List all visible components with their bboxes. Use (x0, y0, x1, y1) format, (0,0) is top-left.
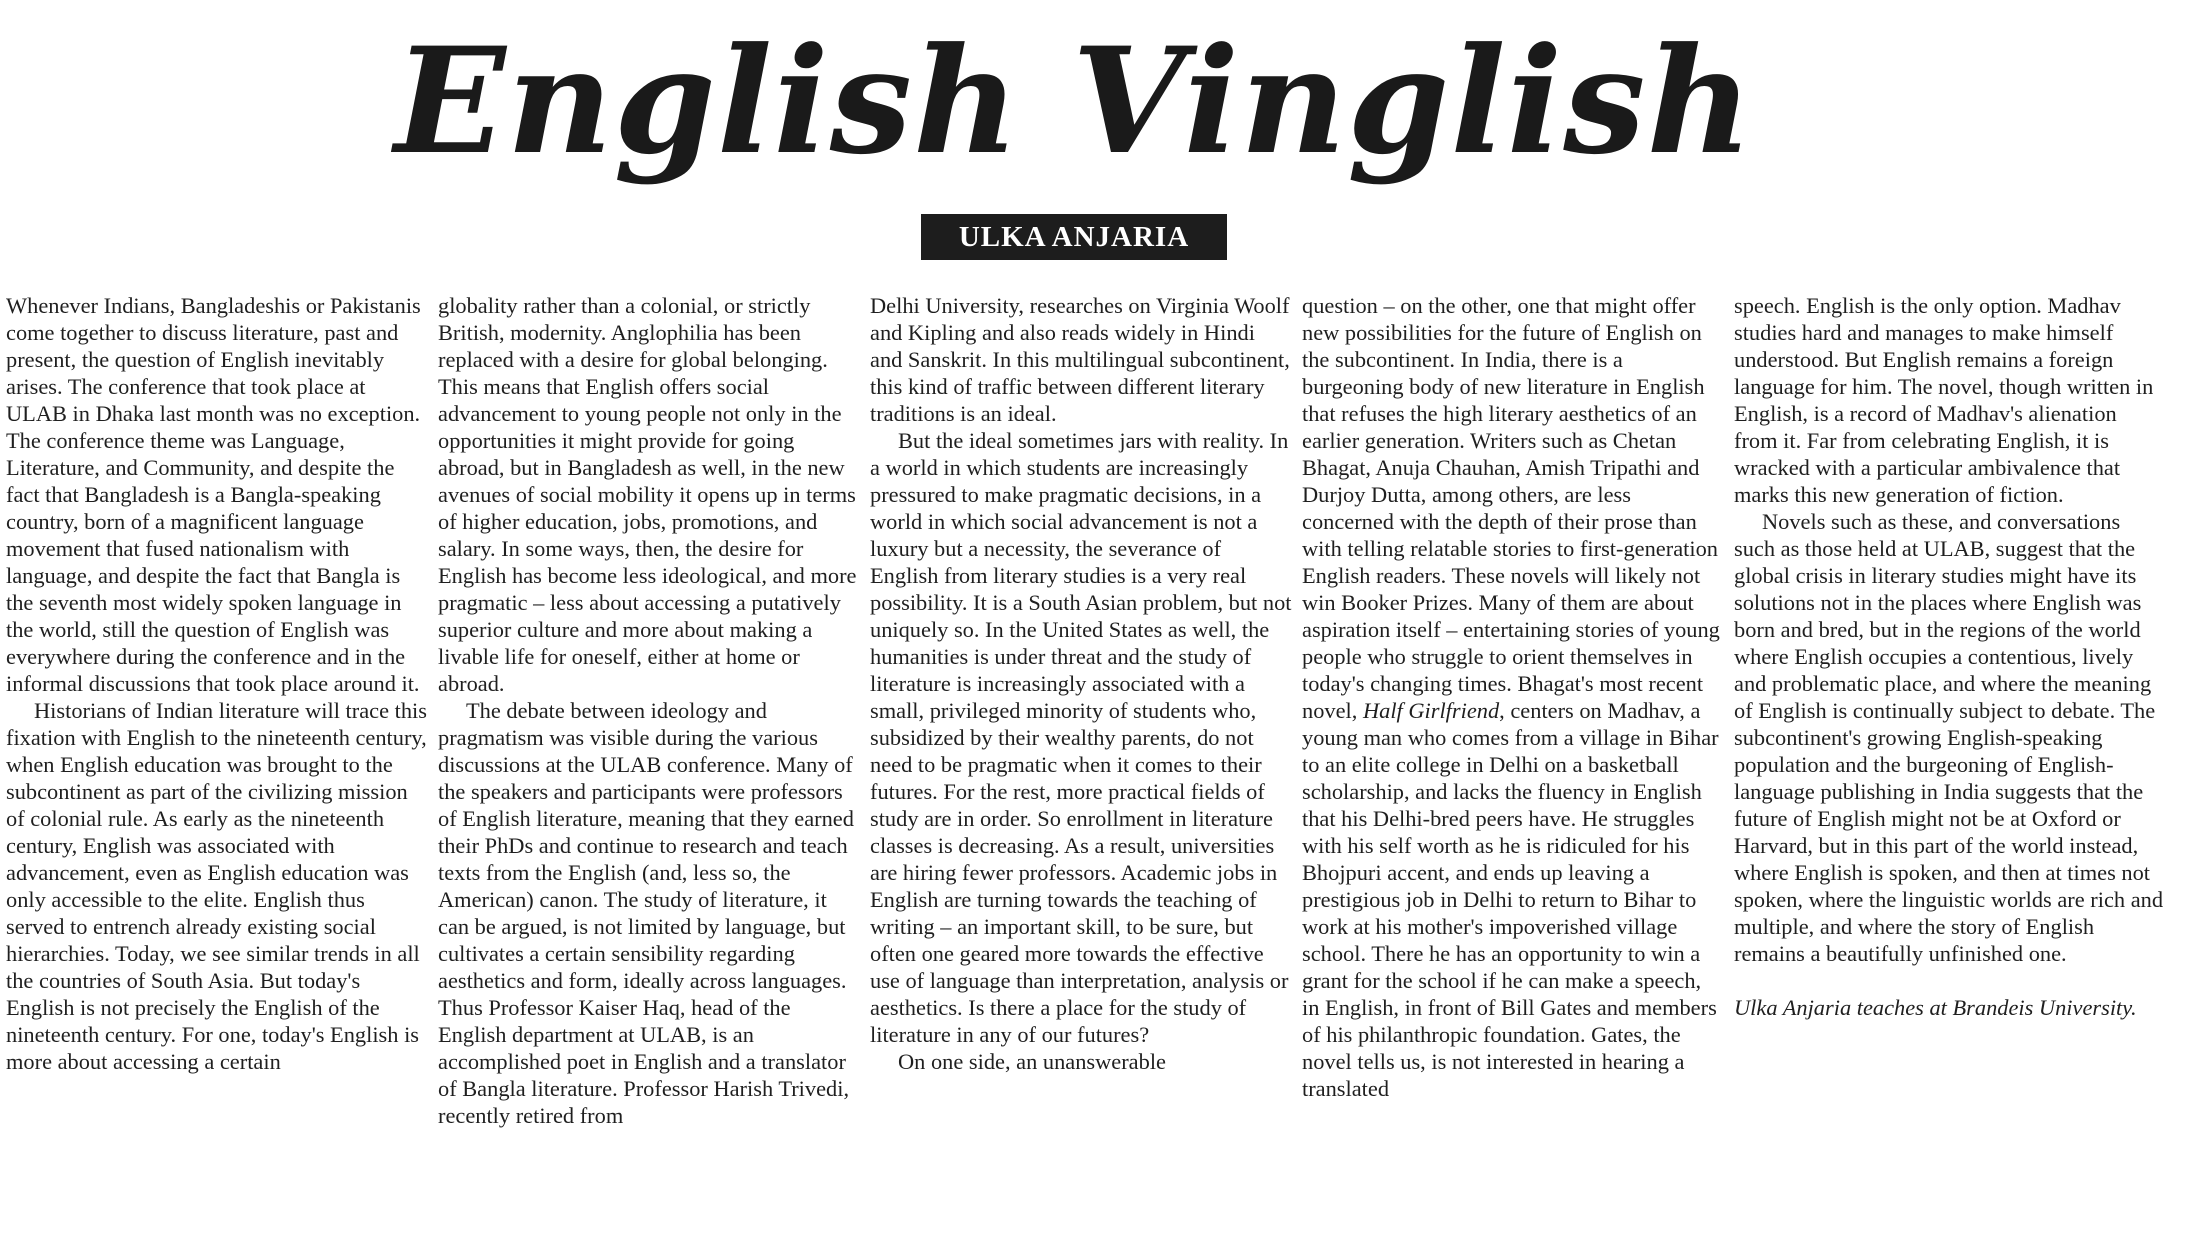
article-column-3 (870, 292, 1292, 1239)
book-title: Half Girlfriend (1362, 698, 1500, 723)
author-byline: ULKA ANJARIA (921, 214, 1227, 260)
paragraph: Delhi University, researches on Virginia Woolf and Kipling and also reads widely in Hindi and Sanskrit. In this multilingual subcontinent, this kind of traffic between different literary traditions is an ideal. (870, 293, 1290, 426)
paragraph: But the ideal sometimes jars with reality. In a world in which students are increasingly pressured to make pragmatic decisions, in a world in which social advancement is not a luxury but a necessity, the severance of English from literary studies is a very real possibility. It is a South Asian problem, but not uniquely so. In the United States as well, the humanities is under threat and the study of literature is increasingly associated with a small, privileged minority of students who, subsidized by their wealthy parents, do not need to be pragmatic when it comes to their futures. For the rest, more practical fields of study are in order. So enrollment in literature classes is decreasing. As a result, universities are hiring fewer professors. Academic jobs in English are turning towards the teaching of writing – an important skill, to be sure, but often one geared more towards the effective use of language than interpretation, analysis or aesthetics. Is there a place for the study of literature in any of our futures? (870, 428, 1292, 1047)
article-column-4 (1302, 292, 1724, 1239)
author-note: Ulka Anjaria teaches at Brandeis University. (1734, 995, 2137, 1020)
paragraph: Novels such as these, and conversations such as those held at ULAB, suggest that the global crisis in literary studies might have its solutions not in the places where English was born and bred, but in the regions of the world where English occupies a contentious, lively and problematic place, and where the meaning of English is continually subject to debate. The subcontinent's growing English-speaking population and the burgeoning of English-language publishing in India suggests that the future of English might not be at Oxford or Harvard, but in this part of the world instead, where English is spoken, and then at times not spoken, where the linguistic worlds are rich and multiple, and where the story of English remains a beautifully unfinished one. (1734, 509, 2164, 966)
article-body (6, 292, 2182, 1239)
paragraph: On one side, an unanswerable (898, 1049, 1166, 1074)
article-column-5 (1734, 292, 2164, 1239)
paragraph: Historians of Indian literature will trace this fixation with English to the nineteenth century, when English education was brought to the subcontinent as part of the civilizing mission of colonial rule. As early as the nineteenth century, English was associated with advancement, even as English education was only accessible to the elite. English thus served to entrench already existing social hierarchies. Today, we see similar trends in all the countries of South Asia. But today's English is not precisely the English of the nineteenth century. For one, today's English is more about accessing a certain (6, 698, 427, 1074)
paragraph: globality rather than a colonial, or strictly British, modernity. Anglophilia has been replaced with a desire for global belonging. This means that English offers social advancement to young people not only in the opportunities it might provide for going abroad, but in Bangladesh as well, in the new avenues of social mobility it opens up in terms of higher education, jobs, promotions, and salary. In some ways, then, the desire for English has become less ideological, and more pragmatic – less about accessing a putatively superior culture and more about making a livable life for oneself, either at home or abroad. (438, 293, 857, 696)
paragraph: Whenever Indians, Bangladeshis or Pakistanis come together to discuss literature, past and present, the question of English inevitably arises. The conference that took place at ULAB in Dhaka last month was no exception. The conference theme was Language, Literature, and Community, and despite the fact that Bangladesh is a Bangla-speaking country, born of a magnificent language movement that fused nationalism with language, and despite the fact that Bangla is the seventh most widely spoken language in the world, still the question of English was everywhere during the conference and in the informal discussions that took place around it. (6, 293, 421, 696)
paragraph (1302, 292, 1724, 1102)
article-headline: English Vinglish (394, 16, 1754, 187)
paragraph: The debate between ideology and pragmatism was visible during the various discussions at the ULAB conference. Many of the speakers and participants were professors of English literature, meaning that they earned their PhDs and continue to research and teach texts from the English (and, less so, the American) canon. The study of literature, it can be argued, is not limited by language, but cultivates a certain sensibility regarding aesthetics and form, ideally across languages. Thus Professor Kaiser Haq, head of the English department at ULAB, is an accomplished poet in English and a translator of Bangla literature. Professor Harish Trivedi, recently retired from (438, 698, 854, 1128)
article-column-2 (438, 292, 860, 1239)
paragraph-text: question – on the other, one that might offer new possibilities for the future of English on the subcontinent. In India, there is a burgeoning body of new literature in English that refuses the high literary aesthetics of an earlier generation. Writers such as Chetan Bhagat, Anuja Chauhan, Amish Tripathi and Durjoy Dutta, among others, are less concerned with the depth of their prose than with telling relatable stories to first-generation English readers. These novels will likely not win Booker Prizes. Many of them are about aspiration itself – entertaining stories of young people who struggle to orient themselves in today's changing times. Bhagat's most recent novel, (1302, 293, 1720, 723)
paragraph-text: , centers on Madhav, a young man who comes from a village in Bihar to an elite college in Delhi on a basketball scholarship, and lacks the fluency in English that his Delhi-bred peers have. He struggles with his self worth as he is ridiculed for his Bhojpuri accent, and ends up leaving a prestigious job in Delhi to return to Bihar to work at his mother's impoverished village school. There he has an opportunity to win a grant for the school if he can make a speech, in English, in front of Bill Gates and members of his philanthropic foundation. Gates, the novel tells us, is not interested in hearing a translated (1302, 698, 1719, 1101)
paragraph: speech. English is the only option. Madhav studies hard and manages to make himself understood. But English remains a foreign language for him. The novel, though written in English, is a record of Madhav's alienation from it. Far from celebrating English, it is wracked with a particular ambivalence that marks this new generation of fiction. (1734, 293, 2154, 507)
byline-container (0, 214, 2148, 260)
article-column-1 (6, 292, 428, 1239)
